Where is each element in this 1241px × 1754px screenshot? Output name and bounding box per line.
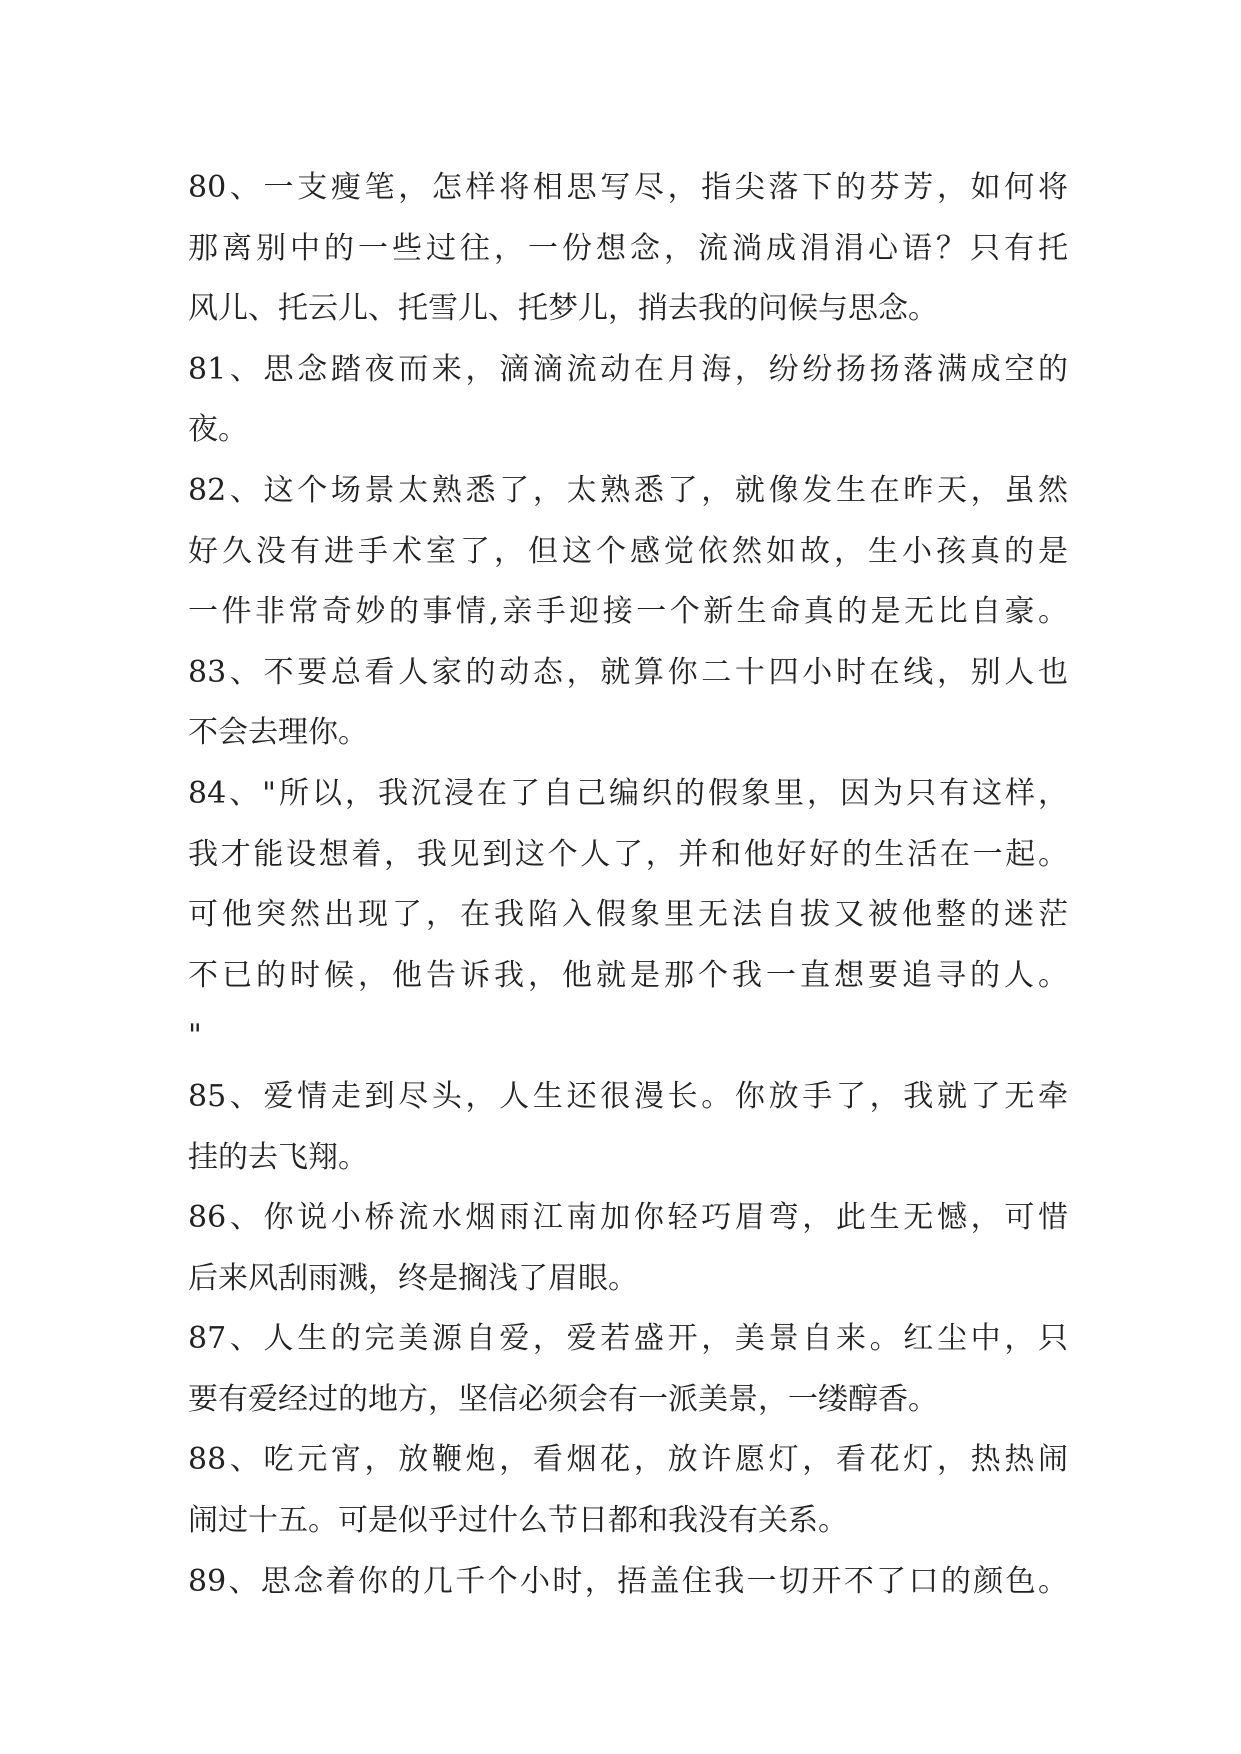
text-line: 好久没有进手术室了，但这个感觉依然如故，生小孩真的是 — [188, 533, 1068, 569]
text-line: 那离别中的一些过往，一份想念，流淌成涓涓心语？只有托 — [188, 230, 1068, 266]
text-line: 82、这个场景太熟悉了，太熟悉了，就像发生在昨天，虽然 — [188, 472, 1068, 508]
text-line: 挂的去飞翔。 — [188, 1139, 368, 1175]
text-line: 84、"所以，我沉浸在了自己编织的假象里，因为只有这样， — [188, 775, 1068, 811]
text-line: 不已的时候，他告诉我，他就是那个我一直想要追寻的人。 — [188, 957, 1068, 993]
text-line: 83、不要总看人家的动态，就算你二十四小时在线，别人也 — [188, 654, 1068, 690]
text-line: 夜。 — [188, 412, 248, 448]
text-line: 我才能设想着，我见到这个人了，并和他好好的生活在一起。 — [188, 836, 1068, 872]
text-line: 后来风刮雨溅，终是搁浅了眉眼。 — [188, 1260, 638, 1296]
text-line: 85、爱情走到尽头，人生还很漫长。你放手了，我就了无牵 — [188, 1078, 1068, 1114]
text-line: 一件非常奇妙的事情,亲手迎接一个新生命真的是无比自豪。 — [188, 594, 1068, 630]
text-line: 86、你说小桥流水烟雨江南加你轻巧眉弯，此生无憾，可惜 — [188, 1200, 1068, 1236]
text-line: 要有爱经过的地方，坚信必须会有一派美景，一缕醇香。 — [188, 1381, 938, 1417]
text-line: 89、思念着你的几千个小时，捂盖住我一切开不了口的颜色。 — [188, 1563, 1068, 1599]
text-line: 闹过十五。可是似乎过什么节日都和我没有关系。 — [188, 1503, 848, 1539]
text-line: 80、一支瘦笔，怎样将相思写尽，指尖落下的芬芳，如何将 — [188, 170, 1068, 205]
text-line: 87、人生的完美源自爱，爱若盛开，美景自来。红尘中，只 — [188, 1321, 1068, 1357]
text-line: 风儿、托云儿、托雪儿、托梦儿，捎去我的问候与思念。 — [188, 291, 938, 327]
text-line: 88、吃元宵，放鞭炮，看烟花，放许愿灯，看花灯，热热闹 — [188, 1442, 1068, 1478]
text-line: 81、思念踏夜而来，滴滴流动在月海，纷纷扬扬落满成空的 — [188, 351, 1068, 387]
text-line: " — [188, 1018, 202, 1054]
text-line: 不会去理你。 — [188, 715, 368, 751]
text-line: 可他突然出现了，在我陷入假象里无法自拔又被他整的迷茫 — [188, 897, 1068, 933]
document-body — [188, 158, 1068, 1612]
